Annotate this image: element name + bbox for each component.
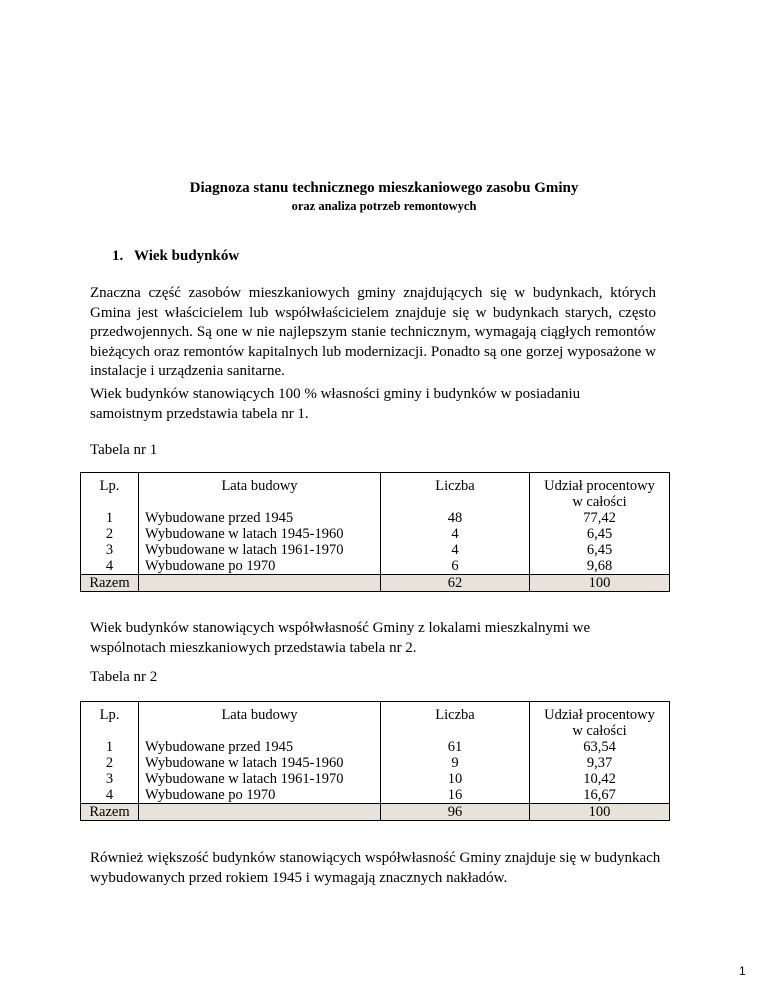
page-number: 1 [739, 964, 746, 978]
table1-caption: Tabela nr 1 [90, 442, 158, 458]
section-heading [112, 248, 239, 265]
table-total-row [81, 575, 670, 592]
table2-intro-paragraph: Wiek budynków stanowiących współwłasność Gminy z lokalami mieszkalnymi we wspólnotach mieszkaniowych przedstawia tabela nr 2. [90, 620, 591, 656]
total-liczba: 62 [381, 575, 530, 592]
header-udzial: Udział procentowy w całości 63,54 9,37 10,42 16,67 [530, 702, 670, 804]
table1-intro-paragraph: Wiek budynków stanowiących 100 % własności gminy i budynków w posiadaniu samoistnym przedstawia tabela nr 1. [90, 386, 581, 422]
closing-paragraph: Również większość budynków stanowiących współwłasność Gminy znajduje się w budynkach wybudowanych przed rokiem 1945 i wymagają znacznych nakładów. [90, 850, 661, 886]
total-label: Razem [81, 804, 139, 821]
header-lp: Lp. 1 2 3 4 [81, 702, 139, 804]
total-udzial: 100 [530, 575, 670, 592]
header-lp: Lp. 1 2 3 4 [81, 473, 139, 575]
table2-caption: Tabela nr 2 [90, 669, 158, 685]
section-title: Wiek budynków [134, 248, 240, 264]
header-lata-budowy: Lata budowy Wybudowane przed 1945 Wybudowane w latach 1945-1960 Wybudowane w latach 1961-1970 Wybudowane po 1970 [139, 473, 381, 575]
header-liczba: Liczba 48 4 4 6 [381, 473, 530, 575]
header-udzial: Udział procentowy w całości 77,42 6,45 6,45 9,68 [530, 473, 670, 575]
document-subtitle: oraz analiza potrzeb remontowych [291, 199, 477, 213]
section-number: 1. [112, 248, 124, 264]
table-total-row [81, 804, 670, 821]
table1 [80, 472, 670, 592]
table2 [80, 701, 670, 821]
total-liczba: 96 [381, 804, 530, 821]
header-lata-budowy: Lata budowy Wybudowane przed 1945 Wybudowane w latach 1945-1960 Wybudowane w latach 1961-1970 Wybudowane po 1970 [139, 702, 381, 804]
document-title: Diagnoza stanu technicznego mieszkaniowego zasobu Gminy [189, 180, 579, 196]
header-liczba: Liczba 61 9 10 16 [381, 702, 530, 804]
total-label: Razem [81, 575, 139, 592]
total-udzial: 100 [530, 804, 670, 821]
intro-paragraph: Znaczna część zasobów mieszkaniowych gminy znajdujących się w budynkach, których Gmina jest właścicielem lub współwłaścicielem znajduje się w budynkach starych, często przedwojennych. Są one w nie najlepszym stanie technicznym, wymagają ciągłych remontów bieżących oraz remontów kapitalnych lub modernizacji. Ponadto są one gorzej wyposażone w instalacje i urządzenia sanitarne. [90, 285, 656, 380]
